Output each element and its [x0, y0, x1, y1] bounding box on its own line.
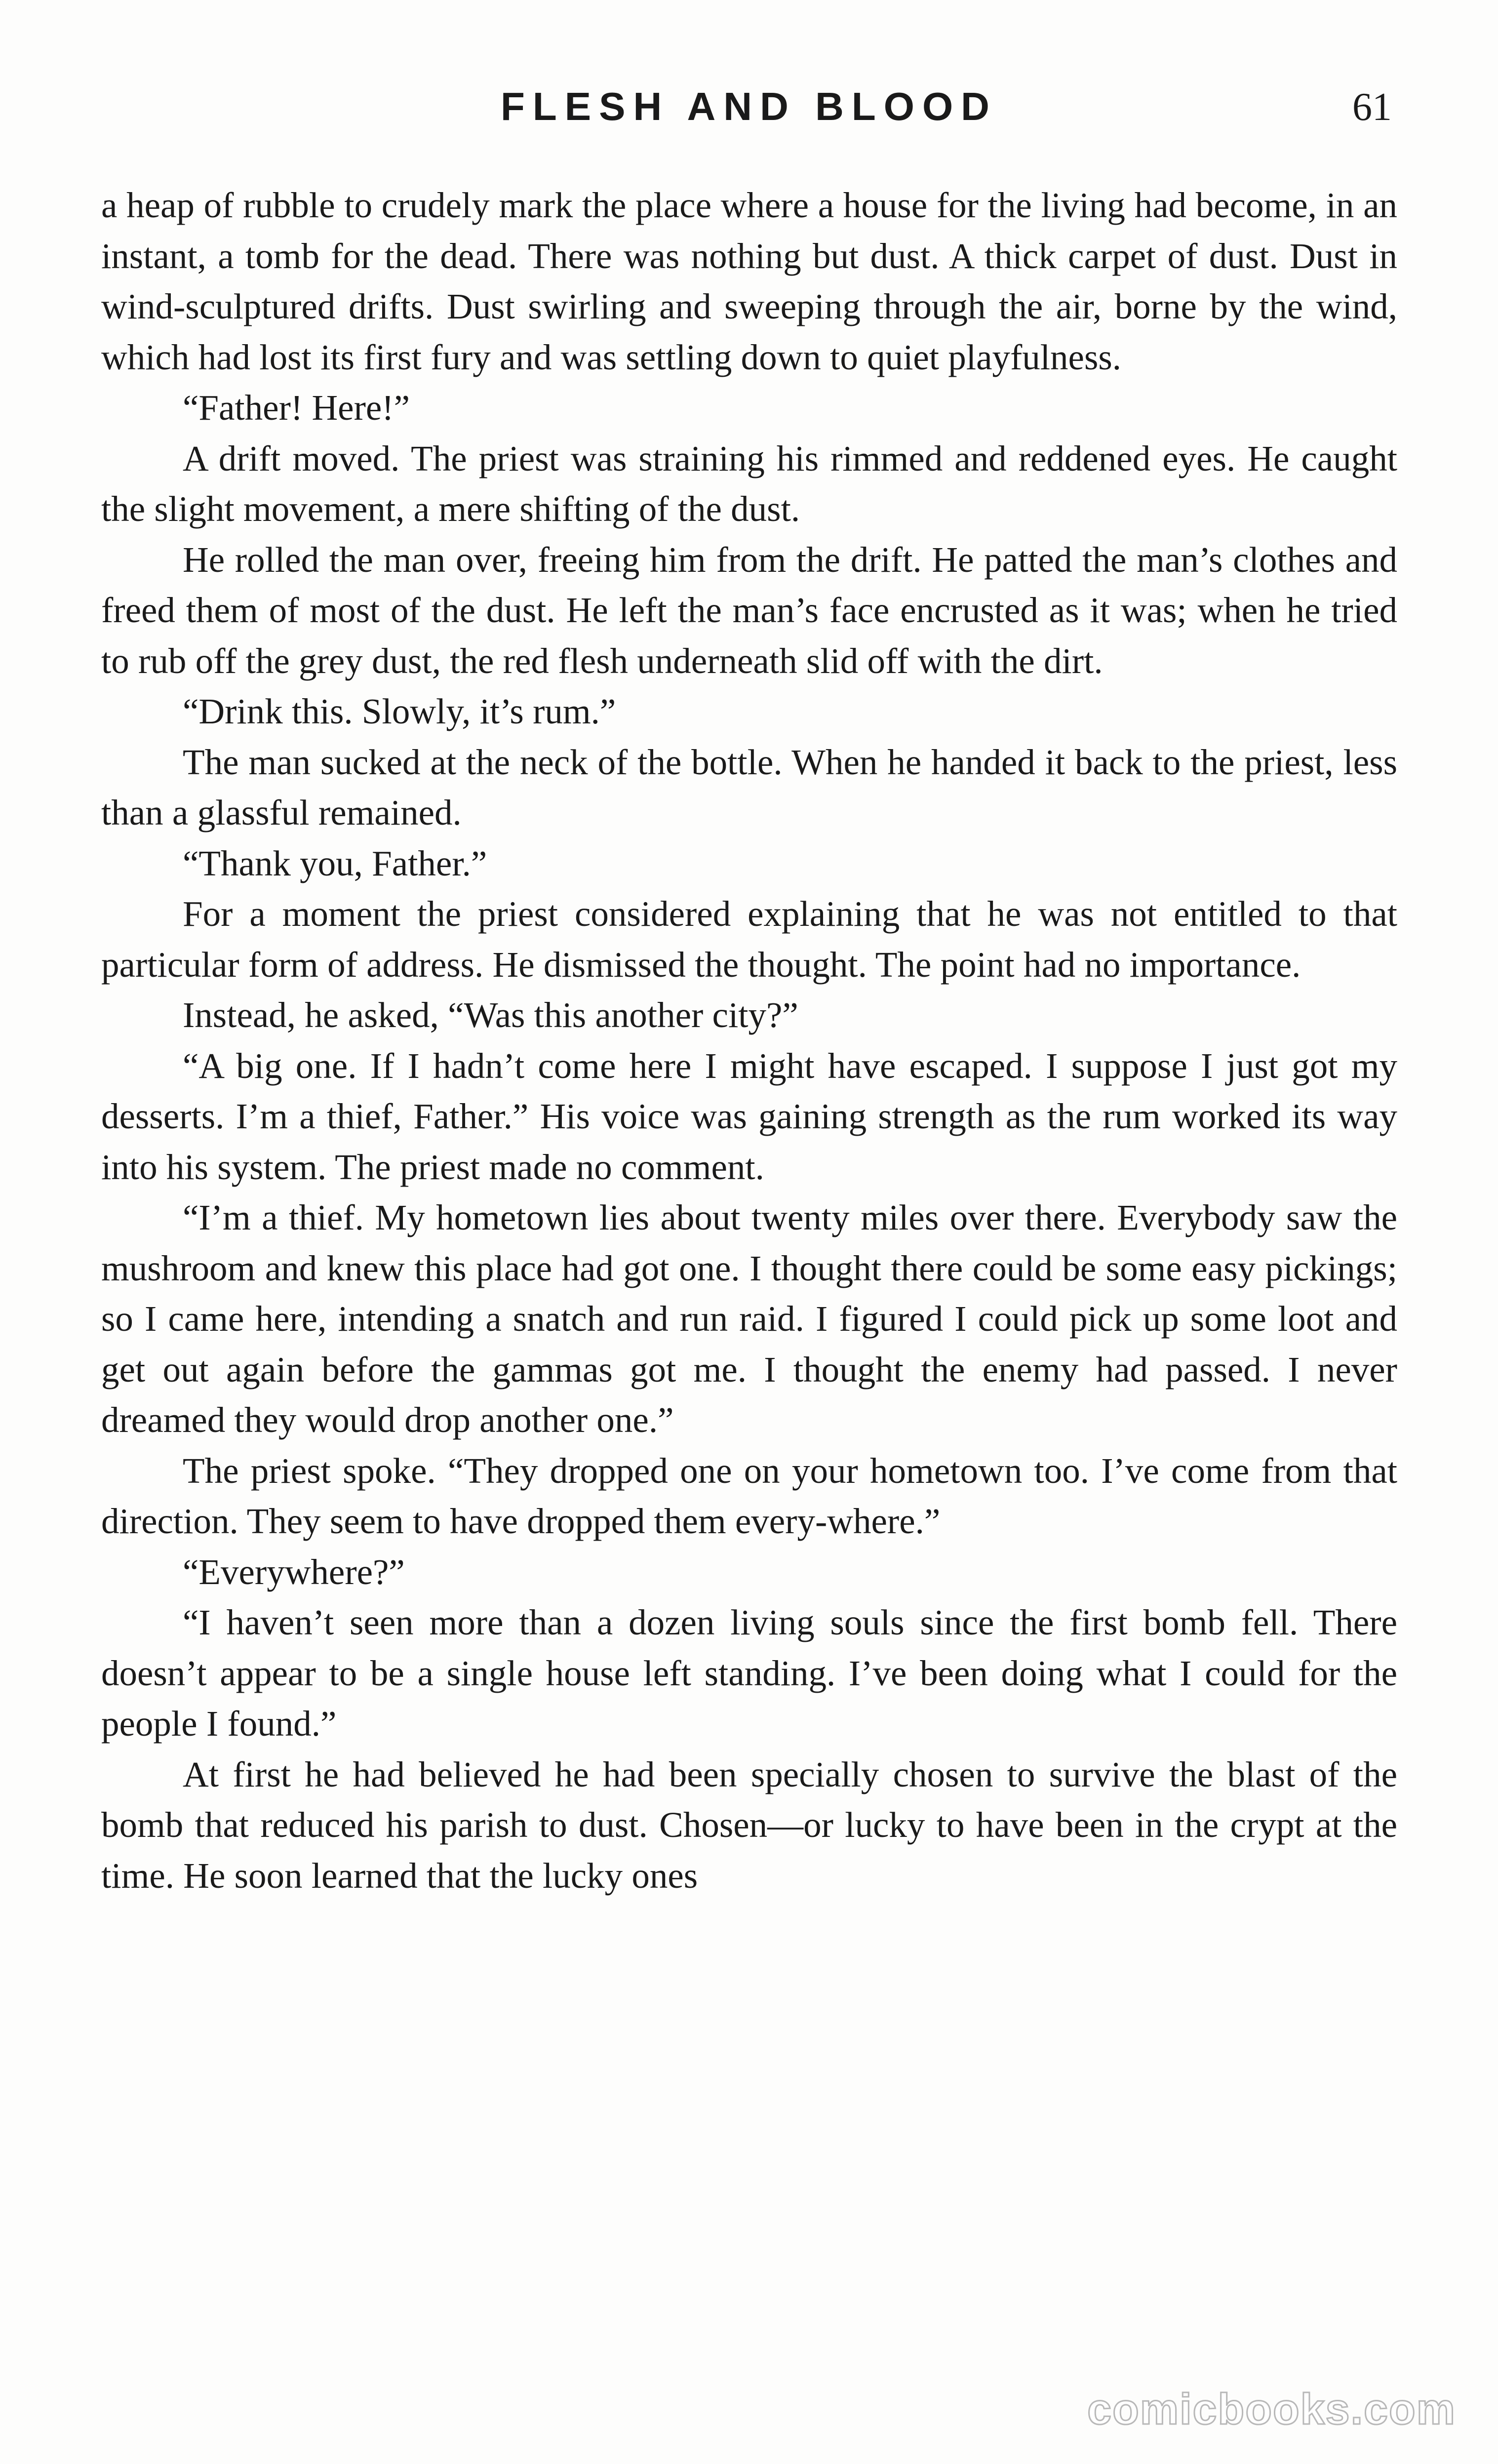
paragraph: A drift moved. The priest was straining his rimmed and reddened eyes. He caught the slight movement, a mere shifting of the dust. [101, 438, 1397, 529]
watermark: comicbooks.com [1087, 2385, 1456, 2433]
body-text [101, 180, 1397, 1901]
paragraph: “Father! Here!” [183, 388, 410, 428]
paragraph: “Thank you, Father.” [183, 843, 487, 883]
paragraph: He rolled the man over, freeing him from the drift. He patted the man’s clothes and freed them of most of the dust. He left the man’s face encrusted as it was; when he tried to rub off the grey dust, the red flesh underneath slid off with the dirt. [101, 539, 1397, 681]
page-header [0, 79, 1498, 138]
paragraph: For a moment the priest considered explaining that he was not entitled to that particular form of address. He dismissed the thought. The point had no importance. [101, 894, 1397, 985]
page-number: 61 [1352, 85, 1392, 129]
paragraph: At first he had believed he had been specially chosen to survive the blast of the bomb that reduced his parish to dust. Chosen—or lucky to have been in the crypt at the time. He soon learned that the lucky ones [101, 1754, 1397, 1896]
paragraph: “A big one. If I hadn’t come here I might have escaped. I suppose I just got my desserts. I’m a thief, Father.” His voice was gaining strength as the rum worked its way into his system. The priest made no comment. [101, 1045, 1397, 1187]
paragraph: “Drink this. Slowly, it’s rum.” [183, 691, 616, 731]
paragraph: “I haven’t seen more than a dozen living souls since the first bomb fell. There doesn’t appear to be a single house left standing. I’ve been doing what I could for the people I found.” [101, 1602, 1397, 1744]
paragraph: “Everywhere?” [183, 1551, 405, 1592]
paragraph: The priest spoke. “They dropped one on your hometown too. I’ve come from that direction. They seem to have dropped them every-where.” [101, 1450, 1397, 1541]
running-title: FLESH AND BLOOD [501, 84, 997, 128]
paragraph: The man sucked at the neck of the bottle. When he handed it back to the priest, less than a glassful remained. [101, 742, 1397, 833]
paragraph: “I’m a thief. My hometown lies about twenty miles over there. Everybody saw the mushroom and knew this place had got one. I thought there could be some easy pickings; so I came here, intending a snatch and run raid. I figured I could pick up some loot and get out again before the gammas got me. I thought the enemy had passed. I never dreamed they would drop another one.” [101, 1197, 1397, 1440]
paragraph: Instead, he asked, “Was this another city?” [183, 995, 798, 1035]
paragraph: a heap of rubble to crudely mark the place where a house for the living had become, in an instant, a tomb for the dead. There was nothing but dust. A thick carpet of dust. Dust in wind-sculptured drifts. Dust swirling and sweeping through the air, borne by the wind, which had lost its first fury and was settling down to quiet playfulness. [101, 185, 1397, 377]
